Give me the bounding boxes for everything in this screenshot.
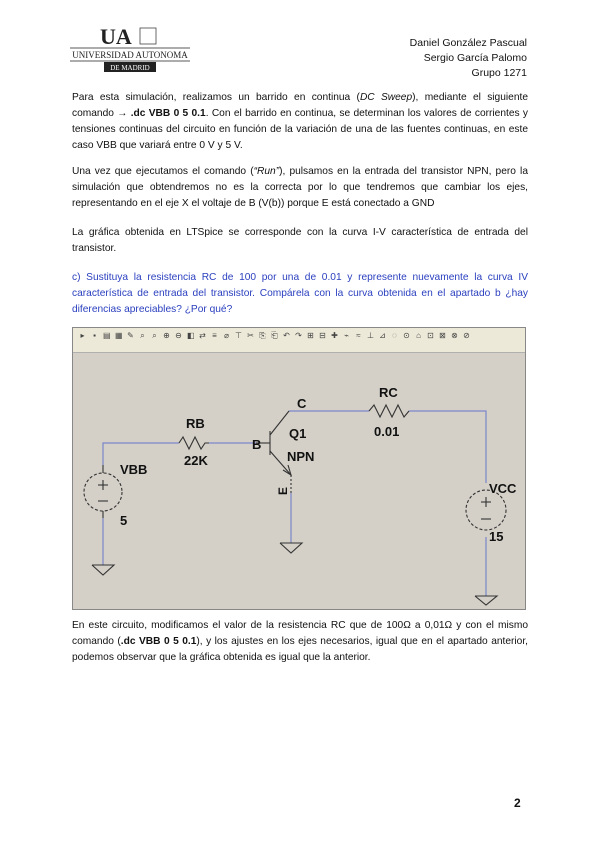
- author-block: [410, 36, 527, 81]
- label-vbb-name: VBB: [120, 462, 148, 477]
- paragraph-conclusion: En este circuito, modificamos el valor de la resistencia RC que de 100Ω a 0,01Ω y con el mismo comando (.dc VBB 0 5 0.1), y los ajustes en los ejes necesarios, igual que en el apartado anterior, podemos observar que la gráfica obtenida es igual que la anterior.: [72, 620, 528, 663]
- toolbar-icon[interactable]: ⊖: [175, 331, 182, 340]
- toolbar-icon[interactable]: ⌀: [224, 331, 229, 340]
- label-rb-name: RB: [186, 416, 205, 431]
- toolbar-icon[interactable]: ⊡: [427, 331, 434, 340]
- toolbar-icon[interactable]: ⊞: [307, 331, 314, 340]
- label-rb-value: 22K: [184, 453, 208, 468]
- toolbar-icon[interactable]: ⎗: [271, 331, 278, 340]
- logo-university-text: UNIVERSIDAD AUTONOMA: [72, 50, 188, 60]
- voltage-source-vbb: [84, 465, 122, 518]
- toolbar-icon[interactable]: ⌁: [344, 331, 349, 340]
- toolbar-icon[interactable]: ⎘: [259, 331, 266, 340]
- toolbar-icon[interactable]: ⊤: [235, 331, 242, 340]
- toolbar-icon[interactable]: ◧: [187, 331, 195, 340]
- toolbar-icon[interactable]: ≡: [212, 331, 217, 340]
- toolbar-icon[interactable]: ▪: [93, 331, 96, 340]
- toolbar-icon[interactable]: ⊙: [403, 331, 410, 340]
- label-npn: NPN: [287, 449, 315, 464]
- label-q1: Q1: [289, 426, 307, 441]
- label-vcc-value: 15: [489, 529, 504, 544]
- resistor-rc: [369, 405, 409, 417]
- toolbar-icon[interactable]: ↶: [283, 331, 290, 340]
- paragraph-dc-sweep: Para esta simulación, realizamos un barrido en continua (DC Sweep), mediante el siguiente comando → .dc VBB 0 5 0.1. Con el barrido en continua, se determinan los valores de corrientes y tensiones continuas del circuito en función de la variación de una de las fuentes continuas, en este caso VBB que variará entre 0 V y 5 V.: [72, 92, 528, 151]
- author-1: Daniel González Pascual: [409, 37, 527, 49]
- toolbar-icon[interactable]: ◌: [392, 331, 397, 340]
- toolbar-icon[interactable]: ⊿: [379, 331, 386, 340]
- label-vcc-name: VCC: [489, 481, 517, 496]
- toolbar-icon[interactable]: ⊘: [463, 331, 470, 340]
- label-node-c: C: [297, 396, 307, 411]
- wire-rc-vcc: [409, 411, 486, 483]
- label-vbb-value: 5: [120, 513, 128, 528]
- page-number: 2: [514, 796, 521, 810]
- toolbar-icon[interactable]: ▤: [103, 331, 111, 340]
- toolbar-icon[interactable]: ⊥: [367, 331, 374, 340]
- toolbar-icon[interactable]: ⊗: [451, 331, 458, 340]
- voltage-source-vcc: [466, 490, 506, 530]
- group-label: Grupo 1271: [471, 67, 527, 79]
- label-rc-value: 0.01: [374, 424, 400, 439]
- toolbar-icon[interactable]: ⌂: [416, 331, 421, 340]
- toolbar-icon[interactable]: ▦: [115, 331, 123, 340]
- label-rc-name: RC: [379, 385, 398, 400]
- toolbar-icon[interactable]: ▸: [80, 331, 85, 340]
- question-c: c) Sustituya la resistencia RC de 100 por una de 0.01 y represente nuevamente la curva IV característica de entrada del transistor. Compárela con la curva obtenida en el apartado b ¿hay diferencias apreciables? ¿Por qué?: [72, 272, 528, 315]
- toolbar-icon[interactable]: ⇄: [199, 331, 206, 340]
- transistor-q1: [256, 411, 291, 493]
- university-logo: [70, 24, 190, 74]
- toolbar-icon[interactable]: ⊠: [439, 331, 446, 340]
- toolbar-icon[interactable]: ✂: [247, 331, 254, 340]
- logo-emblem: [140, 28, 156, 44]
- ltspice-toolbar: [73, 328, 525, 345]
- toolbar-icon[interactable]: ✎: [127, 331, 134, 340]
- label-node-b: B: [252, 437, 262, 452]
- toolbar-icon[interactable]: ⊕: [163, 331, 170, 340]
- paragraph-ltspice-graph: La gráfica obtenida en LTSpice se corresponde con la curva I-V característica de entrada del transistor.: [72, 227, 528, 254]
- toolbar-icon[interactable]: ≈: [356, 331, 361, 340]
- paragraph-run: Una vez que ejecutamos el comando (“Run”), pulsamos en la entrada del transistor NPN, pero la simulación que obtendremos no es la correcta por lo que tendremos que cambiar los ejes, representando en el eje X el voltaje de B (V(b)) porque E está conectado a GND: [72, 166, 528, 209]
- author-2: Sergio García Palomo: [423, 52, 527, 64]
- toolbar-icon[interactable]: ⌕: [152, 331, 157, 340]
- schematic-canvas: [74, 353, 524, 608]
- toolbar-icon[interactable]: ✚: [331, 331, 338, 340]
- toolbar-icon[interactable]: ↷: [295, 331, 302, 340]
- logo-madrid-text: DE MADRID: [110, 64, 150, 72]
- ltspice-screenshot: [72, 327, 526, 610]
- ground-symbols: [92, 543, 497, 605]
- label-node-e: E: [276, 486, 290, 495]
- logo-ua-text: UA: [100, 24, 132, 49]
- ltspice-tabbar: [73, 344, 525, 353]
- toolbar-icon[interactable]: ⌕: [140, 331, 145, 340]
- resistor-rb: [179, 437, 209, 449]
- toolbar-icon[interactable]: ⊟: [319, 331, 326, 340]
